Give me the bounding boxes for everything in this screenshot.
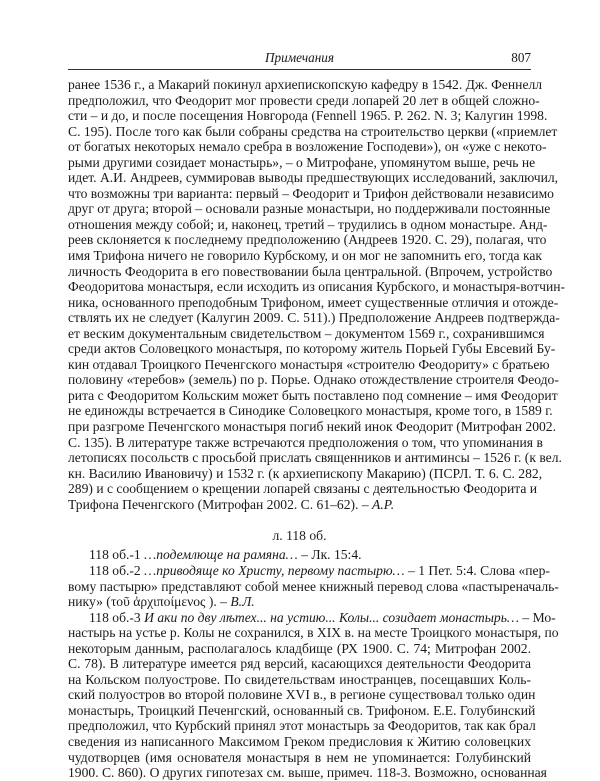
text-line: сведения из написанного Максимом Греком предисловия к Житию соловецких [68, 733, 531, 749]
running-title: Примечания [265, 50, 334, 65]
text-line: С. 195). После того как были собраны средства на строительство церкви («приемлет [68, 123, 558, 139]
text-line: предположил, что Курбский принял этот монастырь за Феодоритов, так как брал [68, 718, 536, 734]
text-line: 289) и с сообщением о крещении лопарей связаны с деятельностью Феодорита и [68, 481, 538, 497]
spacer [68, 512, 531, 528]
text-line: реев склоняется к последнему предположению (Андреев 1920. С. 29), полагая, что [68, 232, 547, 248]
author-initials: В.Л. [230, 594, 255, 610]
note-text: – 1 Пет. 5:4. Слова «пер- [404, 562, 550, 578]
text-line [68, 547, 531, 563]
text-line: что возможны три варианта: первый – Феодорит и Трифон действовали независимо [68, 185, 554, 201]
text-line: ет веским документальным свидетельством – документом 1569 г., сохранившимся [68, 325, 545, 341]
text-line: кин отдавал Троицкого Печенгского монастыря «строителю Феодориту» с братьею [68, 356, 550, 372]
text-line [68, 497, 531, 513]
text-line: монастырь, Троицкий Печенгский, основанный св. Трифоном. Е.Е. Голубинский [68, 702, 536, 718]
text-line: Феодоритова монастыря, если исходить из описания Курбского, и монастыря-вотчин- [68, 279, 566, 295]
text-line: рыми другими созидает монастырь», – о Митрофане, упомянутом выше, речь не [68, 154, 536, 170]
text-line: отношения между собой; и, наконец, третий – трудились в одном монастыре. Анд- [68, 216, 548, 232]
text-line: друг от друга; второй – основали разные монастыри, но поддерживали постоянные [68, 201, 551, 217]
page-body [68, 77, 566, 781]
text-line [68, 609, 556, 626]
note-quote: И аки по дву лѣтех... на устию... Колы... созидает монастырь… [144, 609, 519, 625]
section-heading: л. 118 об. [272, 527, 327, 543]
text-line: при разгроме Печенгского монастыря погиб некий инок Феодорит (Митрофан 2002. [68, 419, 557, 435]
text-line: ника, основанного преподобным Трифоном, имеет существенные отличия и отожде- [68, 294, 559, 310]
text-line: ранее 1536 г., а Макарий покинул архиепископскую кафедру в 1542. Дж. Феннелл [68, 77, 543, 92]
text-line: чудотворцев (имя основателя монастыря в нем не упоминается: Голубинский [68, 749, 531, 765]
text-line: идет. А.И. Андреев, суммировав выводы предшествующих исследований, заключил, [68, 170, 559, 186]
continued-paragraph [68, 77, 566, 512]
note-quote: …подемлюще на рамяна… [144, 547, 298, 563]
text-line: кн. Василию Ивановичу) и 1532 г. (к архиепископу Макарию) (ПСРЛ. Т. 6. С. 282, [68, 465, 543, 481]
text-line: 1900. С. 860). О других гипотезах см. выше, примеч. 118-3. Возможно, основанная [68, 765, 547, 781]
note-ref: 118 об.-2 [89, 562, 145, 578]
text-line: половину «теребов» (земель) по р. Порье. Однако отождествление строителя Феодо- [68, 372, 559, 388]
text-line [68, 594, 531, 610]
running-head [68, 50, 531, 68]
note-text: – Мо- [518, 609, 556, 625]
note-ref: 118 об.-1 [89, 547, 145, 563]
author-initials: А.Р. [372, 496, 395, 512]
text-line: С. 135). В литературе также встречаются предположения о том, что упоминания в [68, 434, 543, 450]
note-118ob-2 [68, 562, 559, 610]
note-ref: 118 об.-3 [89, 609, 145, 625]
note-118ob-1 [68, 547, 531, 563]
text-line: рита с Феодоритом Кольским может быть поставлено под сомнение – имя Феодорит [68, 387, 558, 403]
page-number: 807 [511, 50, 531, 65]
text-line: от богатых некоторых немало сребра в возложение Господеви»), он «уже с некото- [68, 139, 547, 155]
text-line: на Кольском полуострове. По свидетельствам иностранцев, посещавших Коль- [68, 671, 531, 687]
text-fragment: нику» (τοῦ ἀρχιποίμενος ). – [68, 594, 231, 610]
text-line: сти – и до, и после посещения Новгорода (Fennell 1965. P. 262. N. 3; Калугин 1998. [68, 108, 548, 124]
text-fragment: Трифона Печенгского (Митрофан 2002. С. 61–62). – [68, 496, 373, 512]
text-line: ский полуостров во второй половине XVI в., в регионе существовал только один [68, 687, 536, 703]
text-line: С. 78). В литературе имеется ряд версий, касающихся деятельности Феодорита [68, 656, 531, 672]
text-line: летописях посольств с просьбой прислать священников и антиминсы – 1526 г. (к вел. [68, 450, 562, 466]
note-quote: …приводяще ко Христу, первому пастырю… [144, 562, 405, 578]
text-line: предположил, что Феодорит мог провести среди лопарей 20 лет в общей сложно- [68, 92, 540, 108]
text-line: среди актов Соловецкого монастыря, по которому житель Порьей Губы Евсевий Бу- [68, 341, 556, 357]
note-text: – Лк. 15:4. [297, 547, 362, 563]
text-line: ствлять их не следует (Калугин 2009. С. 511).) Предположение Андреев подтвержда- [68, 310, 560, 326]
text-line: не единожды встречается в Синодике Соловецкого монастыря, кроме того, в 1589 г. [68, 403, 553, 419]
text-line: личность Феодорита в его повествовании была центральной. (Впрочем, устройство [68, 263, 553, 279]
text-line: некоторым данным, располагалось кладбище (РХ 1900. С. 74; Митрофан 2002. [68, 640, 531, 656]
text-line [68, 562, 550, 579]
text-line: имя Трифона ничего не говорило Курбскому, и он мог не запомнить его, тогда как [68, 248, 542, 264]
header-rule [68, 69, 531, 70]
text-line: вому пастырю» представляют собой менее книжный перевод слова «пастыреначаль- [68, 578, 559, 594]
note-118ob-3 [68, 609, 559, 781]
text-line: настырь на устье р. Колы не сохранился, в XIX в. на месте Троицкого монастыря, по [68, 625, 559, 641]
